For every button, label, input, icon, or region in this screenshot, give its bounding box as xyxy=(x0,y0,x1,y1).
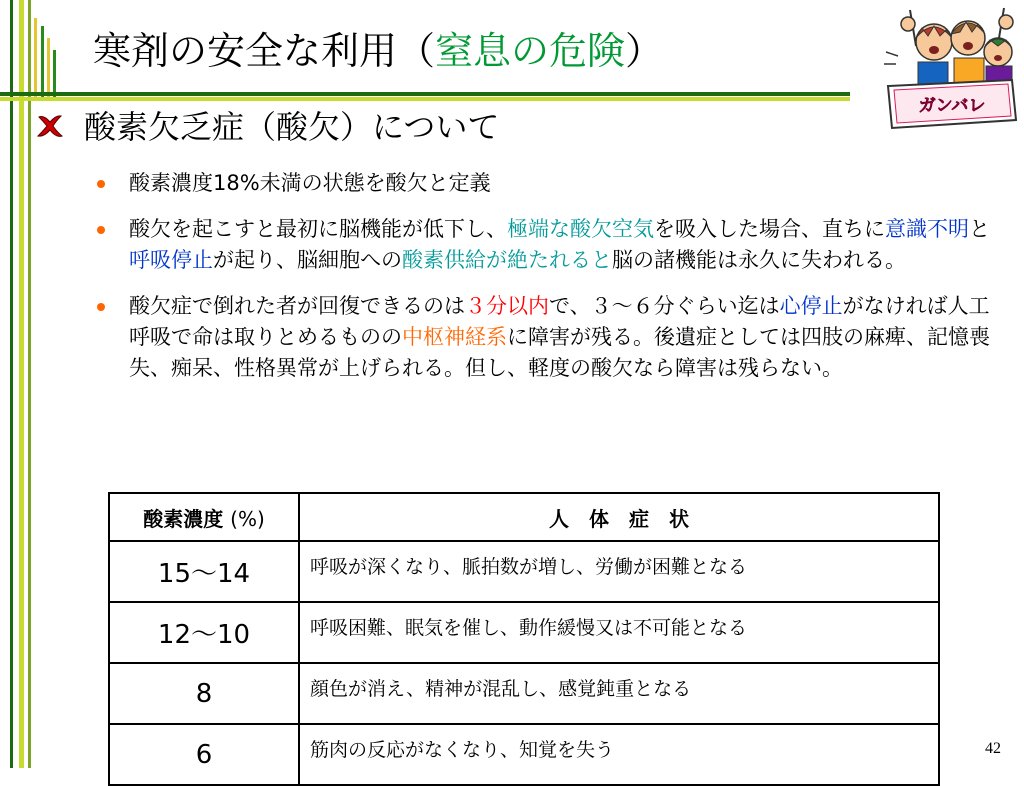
bullet-dot xyxy=(97,303,105,311)
bullet-text: が起り、脳細胞への xyxy=(213,248,402,272)
header-symptoms: 人 体 症 状 xyxy=(299,493,939,541)
bullet-dot xyxy=(97,180,105,188)
title-accent: 窒息の危険 xyxy=(435,29,626,73)
bullet-highlight: 中枢神経系 xyxy=(402,325,507,349)
title-rule-yellow xyxy=(0,97,850,101)
oxygen-cell: 12～10 xyxy=(109,602,299,663)
decor-stripe-4 xyxy=(34,18,37,98)
title-close: ） xyxy=(625,29,664,73)
bullet-highlight: 酸素供給が絶たれると xyxy=(402,248,612,272)
bullet-text: 脳の諸機能は永久に失われる。 xyxy=(612,248,906,272)
decor-stripe-5 xyxy=(41,26,44,98)
table-row xyxy=(109,541,939,602)
page-number: 42 xyxy=(985,740,1001,757)
decor-stripe-7 xyxy=(53,50,56,98)
bullet-item-definition xyxy=(95,168,990,199)
section-heading-text: 酸素欠乏症（酸欠）について xyxy=(84,108,500,146)
bullet-text: がなければ人工呼吸で命は取りとめるものの xyxy=(129,294,990,349)
x-mark-icon xyxy=(36,112,64,140)
table-row xyxy=(109,663,939,724)
bullet-text: 酸素濃度18%未満の状態を酸欠と定義 xyxy=(129,171,491,195)
oxygen-cell: 8 xyxy=(109,663,299,724)
bullet-highlight: ３分以内 xyxy=(465,294,549,318)
table-row xyxy=(109,724,939,785)
bullet-highlight: 呼吸停止 xyxy=(129,248,213,272)
bullet-highlight: 心停止 xyxy=(779,294,843,318)
cheering-people-clipart xyxy=(880,2,1020,134)
bullet-text: を吸入した場合、直ちに xyxy=(654,217,885,241)
bullet-item-effects xyxy=(95,214,990,276)
symptom-cell: 顔色が消え、精神が混乱し、感覚鈍重となる xyxy=(299,663,939,724)
bullet-dot xyxy=(97,226,105,234)
symptom-cell: 呼吸が深くなり、脈拍数が増し、労働が困難となる xyxy=(299,541,939,602)
bullet-text: に障害が残る。後遺症としては四肢の麻痺、記憶喪失、痴呆、性格異常が上げられる。但し、軽度の酸欠なら障害は残らない。 xyxy=(129,325,990,380)
header-oxygen-label: 酸素濃度 xyxy=(143,506,224,531)
decor-stripe-3 xyxy=(28,0,31,768)
table-header-row xyxy=(109,493,939,541)
oxygen-cell: 6 xyxy=(109,724,299,785)
oxygen-symptom-table xyxy=(108,492,940,786)
decor-stripe-1 xyxy=(10,0,13,768)
bullet-highlight: 意識不明 xyxy=(885,217,969,241)
slide-title xyxy=(93,28,663,74)
bullet-item-recovery xyxy=(95,291,990,384)
title-main: 寒剤の安全な利用（ xyxy=(93,29,436,73)
header-oxygen-concentration xyxy=(109,493,299,541)
section-heading xyxy=(36,104,499,150)
banner-text: ガンバレ xyxy=(918,96,986,116)
bullet-highlight: 極端な酸欠空気 xyxy=(507,217,654,241)
decor-stripe-2 xyxy=(19,0,24,768)
bullet-text: 酸欠を起こすと最初に脳機能が低下し、 xyxy=(129,217,507,241)
bullet-text: で、３～６分ぐらい迄は xyxy=(549,294,780,318)
header-oxygen-unit: (%) xyxy=(230,506,265,531)
oxygen-cell: 15～14 xyxy=(109,541,299,602)
decor-stripe-6 xyxy=(47,38,50,98)
table-row xyxy=(109,602,939,663)
bullet-text: 酸欠症で倒れた者が回復できるのは xyxy=(129,294,465,318)
symptom-cell: 呼吸困難、眠気を催し、動作緩慢又は不可能となる xyxy=(299,602,939,663)
title-rule-green xyxy=(0,92,850,96)
symptom-cell: 筋肉の反応がなくなり、知覚を失う xyxy=(299,724,939,785)
bullet-text: と xyxy=(969,217,990,241)
bullet-list xyxy=(95,168,990,399)
